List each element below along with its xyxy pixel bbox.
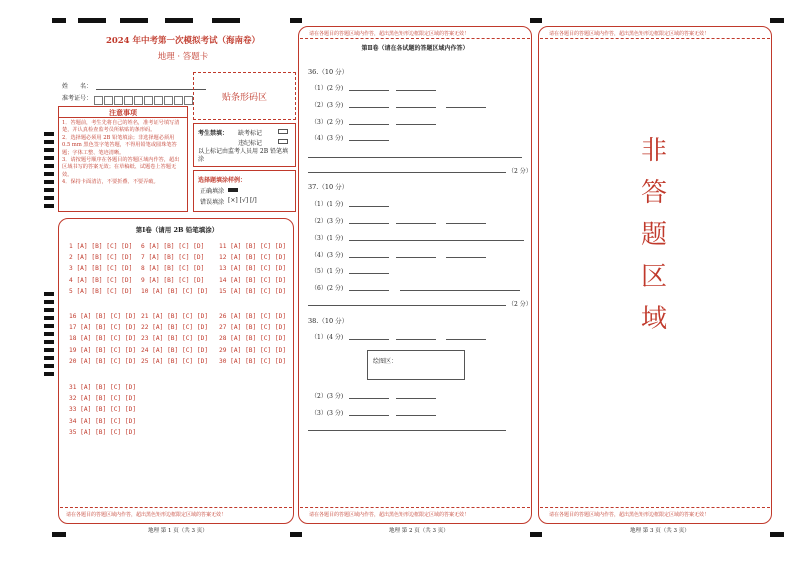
sub-question-label: （1）(4 分): [311, 334, 344, 341]
mc-question-row[interactable]: 35 [A] [B] [C] [D]: [69, 428, 137, 436]
mc-question-row[interactable]: 23 [A] [B] [C] [D]: [141, 335, 209, 343]
q36-full-line[interactable]: [308, 157, 522, 158]
mc-question-row[interactable]: 19 [A] [B] [C] [D]: [69, 346, 137, 354]
mc-question-row[interactable]: 17 [A] [B] [C] [D]: [69, 324, 137, 332]
sub-question-label: （4）(3 分): [311, 135, 344, 142]
sub-question-label: （3）(2 分): [311, 119, 344, 126]
answer-line[interactable]: [446, 339, 486, 340]
side-timing-mark: [44, 196, 54, 200]
exam-title: 2024 年中考第一次模拟考试（海南卷）: [105, 36, 261, 46]
sheet3-top-note: 请在各题目的答题区域内作答，超出黑色矩形边框限定区域的答案无效！: [549, 31, 710, 37]
sheet1-footer: 地理 第 1 页（共 3 页）: [148, 528, 208, 534]
side-timing-mark: [44, 172, 54, 176]
sheet3-bottom-divider: [540, 507, 770, 508]
sub-question-label: （2）(3 分): [311, 102, 344, 109]
name-label: 姓 名：: [62, 83, 93, 90]
q38-final-line[interactable]: [308, 430, 506, 431]
side-timing-mark: [44, 308, 54, 312]
notice-item: 3．请按题号顺序在各题目的答题区域内作答，超出区域书写的答案无效；在草稿纸、试题卷上答题无效。: [62, 157, 180, 178]
mc-question-row[interactable]: 16 [A] [B] [C] [D]: [69, 313, 137, 320]
ticket-label: 准考证号：: [62, 95, 93, 102]
sub-question-label: （1）(1 分): [311, 201, 344, 208]
timing-mark: [530, 532, 542, 537]
mc-question-row[interactable]: 15 [A] [B] [C] [D]: [219, 287, 287, 295]
wrong-label: 错误填涂: [200, 199, 225, 206]
side-timing-mark: [44, 148, 54, 152]
no-answer-char: 题: [641, 220, 668, 250]
mc-question-row[interactable]: 3 [A] [B] [C] [D]: [69, 265, 133, 273]
notice-item: 4．保持卡面清洁，不要折叠、不要弄破。: [62, 179, 159, 186]
timing-mark: [290, 18, 302, 23]
mc-question-row[interactable]: 32 [A] [B] [C] [D]: [69, 395, 137, 403]
answer-line[interactable]: [396, 124, 436, 125]
no-answer-char: 区: [641, 262, 668, 292]
q36-label: 36.（10 分）: [308, 68, 349, 76]
mc-question-row[interactable]: 26 [A] [B] [C] [D]: [219, 313, 287, 320]
side-timing-mark: [44, 132, 54, 136]
timing-mark: [212, 18, 240, 23]
answer-line[interactable]: [349, 240, 524, 241]
sub-question-label: （4）(3 分): [311, 252, 344, 259]
part1-box: [58, 218, 294, 524]
sheet2-top-divider: [300, 38, 530, 39]
barcode-area-label: 贴条形码区: [221, 92, 267, 103]
answer-line[interactable]: [349, 140, 389, 141]
side-timing-mark: [44, 140, 54, 144]
notice-item: 2．选择题必须用 2B 铅笔填涂；非选择题必须用 0.5 mm 黑色签字笔答题，不得用铅笔或圆珠笔答题；字体工整、笔迹清晰。: [62, 134, 177, 156]
mc-question-row[interactable]: 1 [A] [B] [C] [D]: [69, 243, 133, 250]
side-timing-mark: [44, 340, 54, 344]
answer-line[interactable]: [349, 290, 389, 291]
mc-question-row[interactable]: 25 [A] [B] [C] [D]: [141, 357, 209, 365]
sub-question-label: （2）(3 分): [311, 218, 344, 225]
part2-title: 第Ⅱ卷（请在各试题的答题区域内作答）: [361, 45, 469, 52]
mc-question-row[interactable]: 20 [A] [B] [C] [D]: [69, 357, 137, 365]
drawing-area-label: 绘图区：: [373, 358, 398, 365]
answer-line[interactable]: [396, 257, 436, 258]
mc-question-row[interactable]: 9 [A] [B] [C] [D]: [141, 276, 205, 284]
answer-line[interactable]: [349, 415, 389, 416]
correct-fill-example: [228, 188, 238, 192]
timing-mark: [78, 18, 106, 23]
candidate-mark-box: [193, 123, 296, 167]
answer-line[interactable]: [446, 223, 486, 224]
answer-line[interactable]: [349, 90, 389, 91]
mc-question-row[interactable]: 6 [A] [B] [C] [D]: [141, 243, 205, 250]
mc-question-row[interactable]: 27 [A] [B] [C] [D]: [219, 324, 287, 332]
answer-line[interactable]: [396, 339, 436, 340]
sub-question-label: （5）(1 分): [311, 268, 344, 275]
answer-line[interactable]: [349, 107, 389, 108]
absent-checkbox[interactable]: [278, 129, 288, 134]
side-timing-mark: [44, 356, 54, 360]
answer-line[interactable]: [349, 124, 389, 125]
sheet3-bottom-note: 请在各题目的答题区域内作答，超出黑色矩形边框限定区域的答案无效！: [549, 512, 710, 518]
bottom-divider: [60, 507, 292, 508]
mc-question-row[interactable]: 28 [A] [B] [C] [D]: [219, 335, 287, 343]
mc-question-row[interactable]: 31 [A] [B] [C] [D]: [69, 384, 137, 391]
side-timing-mark: [44, 316, 54, 320]
side-timing-mark: [44, 348, 54, 352]
mc-question-row[interactable]: 11 [A] [B] [C] [D]: [219, 243, 287, 250]
notice-title: 注意事项: [59, 107, 187, 118]
mc-question-row[interactable]: 12 [A] [B] [C] [D]: [219, 254, 287, 262]
sheet2-bottom-divider: [300, 507, 530, 508]
mc-question-row[interactable]: 18 [A] [B] [C] [D]: [69, 335, 137, 343]
timing-mark: [770, 532, 784, 537]
sheet3-top-divider: [540, 38, 770, 39]
mc-question-row[interactable]: 14 [A] [B] [C] [D]: [219, 276, 287, 284]
q36-end-line[interactable]: [308, 172, 506, 173]
sub-question-label: （1）(2 分): [311, 85, 344, 92]
answer-line[interactable]: [349, 206, 389, 207]
sheet2-bottom-note: 请在各题目的答题区域内作答，超出黑色矩形边框限定区域的答案无效！: [309, 512, 470, 518]
q38-label: 38.（10 分）: [308, 317, 349, 325]
timing-mark: [290, 532, 302, 537]
side-timing-mark: [44, 204, 54, 208]
absent-label: 缺考标记: [238, 130, 263, 137]
side-timing-mark: [44, 180, 54, 184]
drawing-area[interactable]: [367, 350, 465, 380]
mc-question-row[interactable]: 29 [A] [B] [C] [D]: [219, 346, 287, 354]
side-timing-mark: [44, 364, 54, 368]
mc-question-row[interactable]: 2 [A] [B] [C] [D]: [69, 254, 133, 262]
answer-line[interactable]: [396, 107, 436, 108]
mc-question-row[interactable]: 24 [A] [B] [C] [D]: [141, 346, 209, 354]
answer-line[interactable]: [396, 415, 436, 416]
sheet2-top-note: 请在各题目的答题区域内作答，超出黑色矩形边框限定区域的答案无效！: [309, 31, 470, 37]
violation-label: 违纪标记: [238, 140, 263, 147]
answer-line[interactable]: [446, 107, 486, 108]
answer-line[interactable]: [396, 223, 436, 224]
timing-mark: [120, 18, 148, 23]
no-answer-char: 非: [641, 136, 668, 166]
correct-label: 正确填涂: [200, 188, 225, 195]
sheet1-bottom-note: 请在各题目的答题区域内作答，超出黑色矩形边框限定区域的答案无效！: [66, 512, 227, 518]
side-timing-mark: [44, 188, 54, 192]
timing-mark: [52, 532, 66, 537]
timing-mark: [165, 18, 193, 23]
mc-question-row[interactable]: 8 [A] [B] [C] [D]: [141, 265, 205, 273]
mc-question-row[interactable]: 30 [A] [B] [C] [D]: [219, 357, 287, 365]
sheet3-footer: 地理 第 3 页（共 3 页）: [630, 528, 690, 534]
sheet2-footer: 地理 第 2 页（共 3 页）: [389, 528, 449, 534]
notice-item: 1．答题前，考生先将自己的姓名，准考证号填写清楚，并认真检查监考员所粘贴的条形码。: [62, 120, 180, 134]
side-timing-mark: [44, 372, 54, 376]
timing-mark: [530, 18, 542, 23]
mc-question-row[interactable]: 33 [A] [B] [C] [D]: [69, 406, 137, 414]
timing-mark: [52, 18, 66, 23]
side-timing-mark: [44, 332, 54, 336]
mc-question-row[interactable]: 34 [A] [B] [C] [D]: [69, 417, 137, 425]
sub-question-label: （3）(3 分): [311, 410, 344, 417]
violation-checkbox[interactable]: [278, 139, 288, 144]
q37-end-line[interactable]: [308, 305, 506, 306]
candidate-box-title: 考生禁填：: [198, 130, 229, 137]
barcode-area: [193, 72, 296, 120]
sub-question-label: （6）(2 分): [311, 285, 344, 292]
mc-question-row[interactable]: 21 [A] [B] [C] [D]: [141, 313, 209, 320]
q37-end-score: （2 分）: [508, 301, 532, 308]
wrong-fill-examples: [×] [√] [/]: [228, 197, 257, 204]
timing-mark: [770, 18, 784, 23]
notice-box: [58, 106, 188, 212]
answer-line[interactable]: [400, 290, 520, 291]
side-timing-mark: [44, 300, 54, 304]
mc-question-row[interactable]: 22 [A] [B] [C] [D]: [141, 324, 209, 332]
mc-question-row[interactable]: 13 [A] [B] [C] [D]: [219, 265, 287, 273]
candidate-note: 以上标记由监考人员用 2B 铅笔填涂: [198, 148, 289, 163]
side-timing-mark: [44, 164, 54, 168]
sample-title: 选择题填涂样例：: [198, 177, 247, 184]
answer-line[interactable]: [349, 273, 389, 274]
answer-line[interactable]: [349, 223, 389, 224]
side-timing-mark: [44, 324, 54, 328]
q36-end-score: （2 分）: [508, 168, 532, 175]
side-timing-mark: [44, 156, 54, 160]
sub-question-label: （3）(1 分): [311, 235, 344, 242]
answer-line[interactable]: [446, 257, 486, 258]
answer-line[interactable]: [349, 339, 389, 340]
fill-sample-box: [193, 170, 296, 212]
answer-line[interactable]: [349, 257, 389, 258]
no-answer-char: 答: [641, 178, 668, 208]
exam-subtitle: 地理 · 答题卡: [157, 52, 209, 62]
mc-question-row[interactable]: 5 [A] [B] [C] [D]: [69, 287, 133, 295]
no-answer-char: 域: [641, 304, 668, 334]
answer-line[interactable]: [396, 398, 436, 399]
mc-question-row[interactable]: 7 [A] [B] [C] [D]: [141, 254, 205, 262]
q37-label: 37.（10 分）: [308, 183, 349, 191]
part1-title: 第Ⅰ卷（请用 2B 铅笔填涂）: [135, 226, 219, 234]
side-timing-mark: [44, 292, 54, 296]
sub-question-label: （2）(3 分): [311, 393, 344, 400]
answer-line[interactable]: [396, 90, 436, 91]
mc-question-row[interactable]: 4 [A] [B] [C] [D]: [69, 276, 133, 284]
answer-line[interactable]: [349, 398, 389, 399]
mc-question-row[interactable]: 10 [A] [B] [C] [D]: [141, 287, 209, 295]
